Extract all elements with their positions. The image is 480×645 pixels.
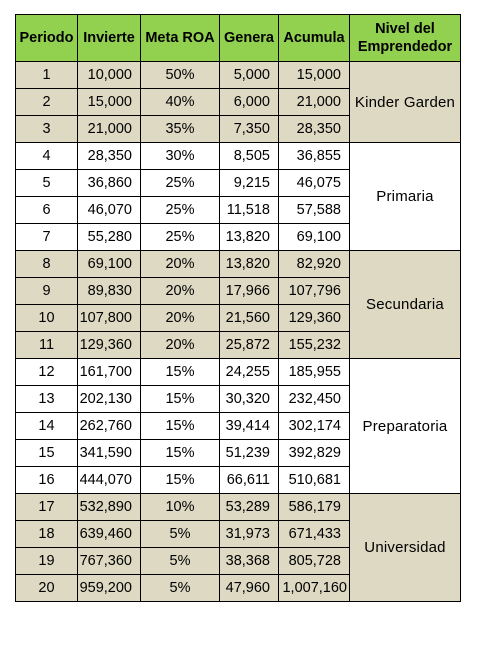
cell-meta-roa: 15%: [141, 386, 220, 413]
cell-meta-roa: 25%: [141, 224, 220, 251]
level-universidad: Universidad: [350, 494, 461, 602]
cell-acumula: 671,433: [279, 521, 350, 548]
cell-periodo: 2: [16, 89, 78, 116]
cell-acumula: 46,075: [279, 170, 350, 197]
cell-genera: 31,973: [220, 521, 279, 548]
cell-invierte: 202,130: [78, 386, 141, 413]
cell-genera: 47,960: [220, 575, 279, 602]
header-acumula: Acumula: [279, 15, 350, 62]
cell-meta-roa: 25%: [141, 197, 220, 224]
cell-meta-roa: 20%: [141, 305, 220, 332]
cell-periodo: 10: [16, 305, 78, 332]
cell-acumula: 1,007,160: [279, 575, 350, 602]
cell-acumula: 232,450: [279, 386, 350, 413]
cell-genera: 38,368: [220, 548, 279, 575]
level-primaria: Primaria: [350, 143, 461, 251]
cell-acumula: 185,955: [279, 359, 350, 386]
cell-invierte: 767,360: [78, 548, 141, 575]
cell-meta-roa: 15%: [141, 413, 220, 440]
cell-meta-roa: 15%: [141, 359, 220, 386]
cell-invierte: 46,070: [78, 197, 141, 224]
cell-meta-roa: 20%: [141, 332, 220, 359]
header-periodo: Periodo: [16, 15, 78, 62]
cell-meta-roa: 35%: [141, 116, 220, 143]
cell-invierte: 36,860: [78, 170, 141, 197]
cell-acumula: 302,174: [279, 413, 350, 440]
cell-invierte: 532,890: [78, 494, 141, 521]
cell-genera: 39,414: [220, 413, 279, 440]
cell-periodo: 4: [16, 143, 78, 170]
level-kinder-garden: Kinder Garden: [350, 62, 461, 143]
cell-genera: 24,255: [220, 359, 279, 386]
cell-meta-roa: 20%: [141, 251, 220, 278]
cell-acumula: 805,728: [279, 548, 350, 575]
cell-invierte: 10,000: [78, 62, 141, 89]
cell-genera: 30,320: [220, 386, 279, 413]
cell-acumula: 155,232: [279, 332, 350, 359]
cell-genera: 13,820: [220, 251, 279, 278]
cell-genera: 9,215: [220, 170, 279, 197]
cell-acumula: 586,179: [279, 494, 350, 521]
cell-meta-roa: 50%: [141, 62, 220, 89]
cell-invierte: 639,460: [78, 521, 141, 548]
cell-acumula: 15,000: [279, 62, 350, 89]
cell-genera: 13,820: [220, 224, 279, 251]
cell-invierte: 262,760: [78, 413, 141, 440]
cell-meta-roa: 15%: [141, 440, 220, 467]
cell-periodo: 17: [16, 494, 78, 521]
cell-meta-roa: 5%: [141, 548, 220, 575]
cell-periodo: 11: [16, 332, 78, 359]
cell-genera: 53,289: [220, 494, 279, 521]
cell-acumula: 392,829: [279, 440, 350, 467]
cell-meta-roa: 5%: [141, 521, 220, 548]
cell-invierte: 444,070: [78, 467, 141, 494]
header-nivel-emprendedor: Nivel del Emprendedor: [350, 15, 461, 62]
header-meta-roa: Meta ROA: [141, 15, 220, 62]
cell-periodo: 1: [16, 62, 78, 89]
table-row: [16, 494, 461, 521]
table-row: [16, 359, 461, 386]
cell-meta-roa: 40%: [141, 89, 220, 116]
cell-periodo: 13: [16, 386, 78, 413]
cell-invierte: 69,100: [78, 251, 141, 278]
cell-invierte: 55,280: [78, 224, 141, 251]
cell-periodo: 9: [16, 278, 78, 305]
cell-genera: 6,000: [220, 89, 279, 116]
cell-periodo: 18: [16, 521, 78, 548]
cell-meta-roa: 20%: [141, 278, 220, 305]
cell-meta-roa: 10%: [141, 494, 220, 521]
cell-invierte: 28,350: [78, 143, 141, 170]
cell-acumula: 57,588: [279, 197, 350, 224]
cell-acumula: 28,350: [279, 116, 350, 143]
cell-periodo: 15: [16, 440, 78, 467]
cell-periodo: 20: [16, 575, 78, 602]
cell-periodo: 14: [16, 413, 78, 440]
cell-genera: 17,966: [220, 278, 279, 305]
header-invierte: Invierte: [78, 15, 141, 62]
table-row: [16, 62, 461, 89]
cell-periodo: 8: [16, 251, 78, 278]
cell-periodo: 5: [16, 170, 78, 197]
cell-genera: 5,000: [220, 62, 279, 89]
cell-meta-roa: 30%: [141, 143, 220, 170]
cell-acumula: 129,360: [279, 305, 350, 332]
cell-genera: 7,350: [220, 116, 279, 143]
header-genera: Genera: [220, 15, 279, 62]
cell-invierte: 129,360: [78, 332, 141, 359]
cell-acumula: 82,920: [279, 251, 350, 278]
cell-periodo: 12: [16, 359, 78, 386]
cell-periodo: 6: [16, 197, 78, 224]
cell-invierte: 341,590: [78, 440, 141, 467]
table-row: [16, 143, 461, 170]
cell-invierte: 959,200: [78, 575, 141, 602]
level-preparatoria: Preparatoria: [350, 359, 461, 494]
header-row: [16, 15, 461, 62]
cell-meta-roa: 15%: [141, 467, 220, 494]
cell-periodo: 16: [16, 467, 78, 494]
cell-meta-roa: 25%: [141, 170, 220, 197]
cell-genera: 21,560: [220, 305, 279, 332]
table-row: [16, 251, 461, 278]
cell-meta-roa: 5%: [141, 575, 220, 602]
cell-invierte: 107,800: [78, 305, 141, 332]
level-secundaria: Secundaria: [350, 251, 461, 359]
cell-acumula: 21,000: [279, 89, 350, 116]
cell-periodo: 3: [16, 116, 78, 143]
cell-acumula: 69,100: [279, 224, 350, 251]
cell-acumula: 36,855: [279, 143, 350, 170]
cell-genera: 25,872: [220, 332, 279, 359]
cell-acumula: 510,681: [279, 467, 350, 494]
cell-genera: 66,611: [220, 467, 279, 494]
cell-invierte: 89,830: [78, 278, 141, 305]
cell-invierte: 21,000: [78, 116, 141, 143]
cell-invierte: 15,000: [78, 89, 141, 116]
cell-genera: 8,505: [220, 143, 279, 170]
roa-table: [15, 14, 461, 602]
cell-periodo: 19: [16, 548, 78, 575]
cell-genera: 11,518: [220, 197, 279, 224]
cell-periodo: 7: [16, 224, 78, 251]
cell-acumula: 107,796: [279, 278, 350, 305]
cell-invierte: 161,700: [78, 359, 141, 386]
cell-genera: 51,239: [220, 440, 279, 467]
